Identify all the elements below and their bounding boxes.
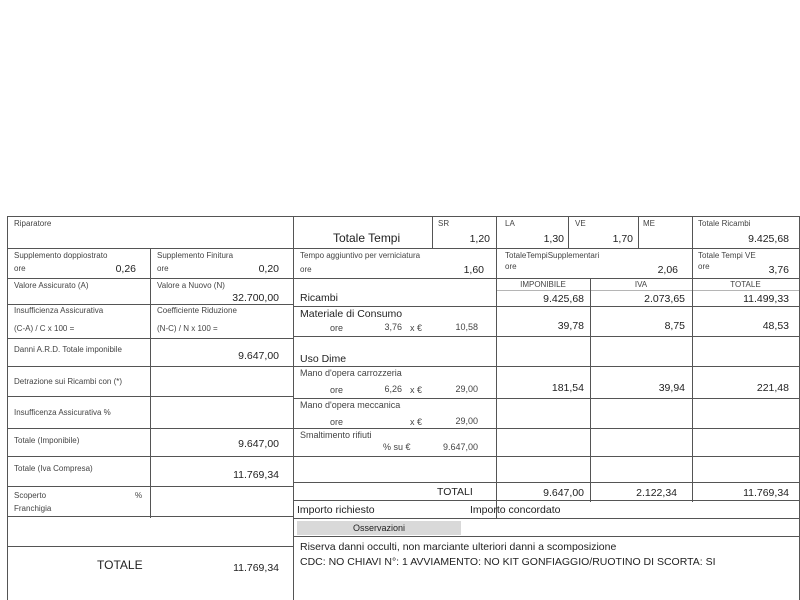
mano-meccanica-ore: ore xyxy=(330,417,344,427)
valore-nuovo-value: 32.700,00 xyxy=(232,292,279,304)
supp-doppiostrato-label: Supplemento doppiostrato xyxy=(14,251,108,260)
note-line-2: CDC: NO CHIAVI N°: 1 AVVIAMENTO: NO KIT GONFIAGGIO/RUOTINO DI SCORTA: SI xyxy=(300,556,716,568)
danni-ard-value: 9.647,00 xyxy=(238,350,279,362)
uso-dime-label: Uso Dime xyxy=(300,353,347,365)
sr-label: SR xyxy=(438,219,450,228)
valore-nuovo-label: Valore a Nuovo (N) xyxy=(157,281,225,290)
mano-carrozzeria-ore: ore xyxy=(330,385,344,395)
totale-iva-value: 11.769,34 xyxy=(233,469,279,481)
tempo-aggiuntivo-value: 1,60 xyxy=(463,264,484,276)
materiale-totale: 48,53 xyxy=(762,320,789,332)
mano-meccanica-rate: 29,00 xyxy=(455,416,478,426)
col-totale-header: TOTALE xyxy=(730,280,761,289)
tempo-aggiuntivo-label: Tempo aggiuntivo per verniciatura xyxy=(300,251,421,260)
totale-value: 11.769,34 xyxy=(233,562,279,574)
supp-finitura-ore: ore xyxy=(157,264,169,273)
scoperto-label: Scoperto xyxy=(14,491,47,500)
ve-value: 1,70 xyxy=(612,233,633,245)
mano-carrozzeria-imponibile: 181,54 xyxy=(551,382,584,394)
valore-assicurato-label: Valore Assicurato (A) xyxy=(14,281,89,290)
col-iva-header: IVA xyxy=(634,280,648,289)
totale-ricambi-value: 9.425,68 xyxy=(748,233,789,245)
note-line-1: Riserva danni occulti, non marciante ulteriori danni a scomposizione xyxy=(300,541,617,553)
mano-carrozzeria-iva: 39,94 xyxy=(658,382,685,394)
insufficienza-assicurativa-label: Insufficienza Assicurativa xyxy=(14,306,104,315)
riparatore-label: Riparatore xyxy=(14,219,52,228)
mano-carrozzeria-rate: 29,00 xyxy=(455,384,478,394)
danni-ard-label: Danni A.R.D. Totale imponibile xyxy=(14,345,122,354)
coefficiente-formula: (N-C) / N x 100 = xyxy=(157,324,218,333)
supp-doppiostrato-ore: ore xyxy=(14,264,26,273)
smaltimento-perc: % su € xyxy=(383,442,411,452)
totali-imponibile: 9.647,00 xyxy=(543,487,584,499)
insufficienza-formula: (C-A) / C x 100 = xyxy=(14,324,75,333)
la-value: 1,30 xyxy=(543,233,564,245)
totale-imponibile-label: Totale (Imponibile) xyxy=(14,436,80,445)
materiale-ore: ore xyxy=(330,323,344,333)
tempi-ve-label: Totale Tempi VE xyxy=(698,251,756,260)
totali-iva: 2.122,34 xyxy=(636,487,677,499)
ve-label: VE xyxy=(575,219,586,228)
mano-meccanica-label: Mano d'opera meccanica xyxy=(300,400,401,410)
tempi-supplementari-label: TotaleTempiSupplementari xyxy=(505,251,600,260)
mano-meccanica-mult: x € xyxy=(410,417,423,427)
tempo-aggiuntivo-ore: ore xyxy=(300,265,312,274)
osservazioni-label: Osservazioni xyxy=(352,523,406,533)
ricambi-imponibile: 9.425,68 xyxy=(543,293,584,305)
totale-iva-label: Totale (Iva Compresa) xyxy=(14,464,93,473)
smaltimento-label: Smaltimento rifiuti xyxy=(300,430,372,440)
importo-richiesto-label: Importo richiesto xyxy=(297,504,375,516)
totale-tempi-label: Totale Tempi xyxy=(333,231,401,245)
insufficenza-perc-label: Insufficenza Assicurativa % xyxy=(14,408,111,417)
totali-label: TOTALI xyxy=(437,486,473,498)
scoperto-percent: % xyxy=(135,491,143,500)
mano-carrozzeria-qty: 6,26 xyxy=(384,384,402,394)
importo-concordato-label: Importo concordato xyxy=(470,504,561,516)
materiale-qty: 3,76 xyxy=(384,322,402,332)
smaltimento-base: 9.647,00 xyxy=(442,442,478,452)
totale-label: TOTALE xyxy=(97,558,143,572)
col-imponibile-header: IMPONIBILE xyxy=(520,280,566,289)
tempi-supplementari-value: 2,06 xyxy=(657,264,678,276)
totale-ricambi-label: Totale Ricambi xyxy=(698,219,751,228)
materiale-mult: x € xyxy=(410,323,423,333)
ricambi-totale: 11.499,33 xyxy=(743,293,789,305)
sr-value: 1,20 xyxy=(469,233,490,245)
materiale-imponibile: 39,78 xyxy=(557,320,584,332)
mano-carrozzeria-label: Mano d'opera carrozzeria xyxy=(300,368,402,378)
me-label: ME xyxy=(643,219,655,228)
materiale-label: Materiale di Consumo xyxy=(300,308,403,320)
tempi-ve-value: 3,76 xyxy=(768,264,789,276)
ricambi-iva: 2.073,65 xyxy=(644,293,685,305)
materiale-iva: 8,75 xyxy=(664,320,685,332)
mano-carrozzeria-totale: 221,48 xyxy=(756,382,789,394)
coefficiente-riduzione-label: Coefficiente Riduzione xyxy=(157,306,237,315)
totali-totale: 11.769,34 xyxy=(743,487,789,499)
tempi-supplementari-ore: ore xyxy=(505,262,517,271)
materiale-rate: 10,58 xyxy=(455,322,478,332)
detrazione-label: Detrazione sui Ricambi con (*) xyxy=(14,377,123,386)
franchigia-label: Franchigia xyxy=(14,504,52,513)
la-label: LA xyxy=(505,219,515,228)
mano-carrozzeria-mult: x € xyxy=(410,385,423,395)
tempi-ve-ore: ore xyxy=(698,262,710,271)
supp-finitura-label: Supplemento Finitura xyxy=(157,251,234,260)
supp-finitura-value: 0,20 xyxy=(258,263,279,275)
ricambi-label: Ricambi xyxy=(300,292,338,304)
supp-doppiostrato-value: 0,26 xyxy=(115,263,136,275)
totale-imponibile-value: 9.647,00 xyxy=(238,438,279,450)
